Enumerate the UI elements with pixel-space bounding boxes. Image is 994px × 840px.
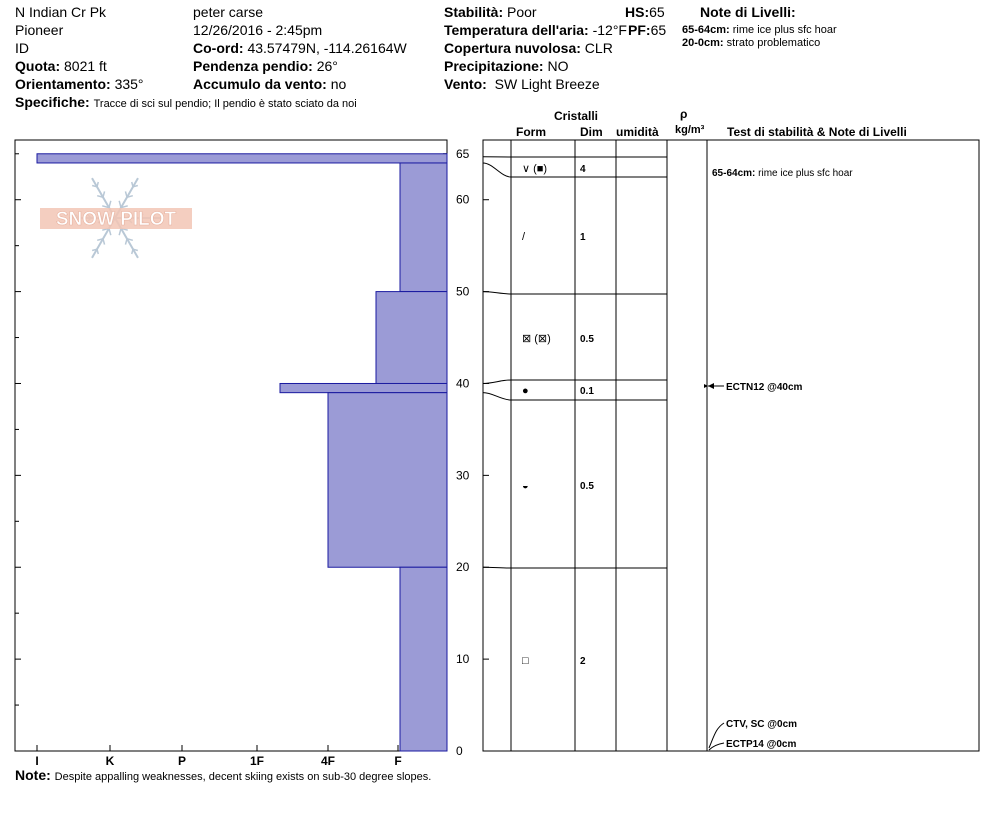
crystal-size-label: 1 bbox=[580, 232, 586, 243]
pf-label: PF: bbox=[628, 22, 651, 38]
logo-snowflake-branch bbox=[109, 201, 111, 208]
y-tick-label: 60 bbox=[456, 192, 470, 207]
hardness-bar bbox=[376, 292, 447, 384]
test-arrow bbox=[709, 743, 724, 750]
crystal-grid-frame bbox=[483, 140, 979, 751]
hardness-bar bbox=[328, 393, 447, 568]
hs-label: HS: bbox=[625, 4, 650, 20]
stability-test-label: 65-64cm: rime ice plus sfc hoar bbox=[712, 168, 853, 179]
slope-value: 26° bbox=[316, 58, 338, 74]
aspect-label: Orientamento: bbox=[15, 76, 111, 92]
crystal-size-label: 4 bbox=[580, 164, 586, 175]
logo-snowflake-branch bbox=[103, 239, 105, 245]
x-tick-label: 1F bbox=[249, 754, 265, 768]
note-text: Despite appalling weaknesses, decent skiing exists on sub-30 degree slopes. bbox=[54, 771, 432, 783]
x-tick-label: F bbox=[394, 754, 402, 768]
crystal-size-label: 2 bbox=[580, 656, 586, 667]
wind-loading-value: no bbox=[330, 76, 347, 92]
y-tick-label: 30 bbox=[456, 468, 470, 483]
cloud-label: Copertura nuvolosa: bbox=[444, 40, 581, 56]
tests-header: Test di stabilità & Note di Livelli bbox=[727, 125, 907, 139]
test-arrow bbox=[709, 723, 724, 748]
slope-label: Pendenza pendio: bbox=[193, 58, 313, 74]
crystals-header: Cristalli bbox=[554, 109, 599, 123]
hardness-bar bbox=[37, 154, 447, 163]
cloud-value: CLR bbox=[584, 40, 613, 56]
layer-note-text: strato problematico bbox=[726, 37, 821, 49]
precip-value: NO bbox=[547, 58, 569, 74]
density-unit-header: kg/m³ bbox=[675, 124, 705, 136]
logo-snowflake-branch bbox=[97, 249, 98, 254]
logo-text: SNOW PILOT bbox=[55, 209, 177, 230]
hardness-bar bbox=[280, 383, 447, 392]
y-tick-label: 10 bbox=[456, 652, 470, 667]
layer-notes-title: Note di Livelli: bbox=[700, 4, 796, 20]
coord-label: Co-ord: bbox=[193, 40, 244, 56]
stability-value: Poor bbox=[507, 4, 537, 20]
stability-label: Stabilità: bbox=[444, 4, 504, 20]
crystal-grid bbox=[483, 140, 979, 751]
observer: peter carse bbox=[193, 4, 264, 20]
hardness-profile bbox=[37, 154, 447, 751]
crystal-form-symbol: ⊠ (⊠) bbox=[522, 333, 551, 345]
datetime: 12/26/2016 - 2:45pm bbox=[193, 22, 323, 38]
stability-test-label: ECTN12 @40cm bbox=[726, 382, 803, 393]
layer-connector bbox=[483, 292, 511, 294]
test-arrowhead bbox=[708, 383, 714, 389]
rho-header: ρ bbox=[680, 107, 688, 121]
layer-connector bbox=[483, 380, 511, 383]
y-tick-label: 50 bbox=[456, 284, 470, 299]
logo-snowflake-branch bbox=[103, 191, 105, 197]
x-tick-label: 4F bbox=[320, 754, 336, 768]
crystal-form-symbol: ◒ bbox=[522, 480, 529, 492]
stability-test-label: ECTP14 @0cm bbox=[726, 739, 797, 750]
elevation-value: 8021 ft bbox=[64, 58, 107, 74]
y-tick-label: 40 bbox=[456, 376, 470, 391]
hardness-bar bbox=[400, 567, 447, 751]
size-header: Dim bbox=[580, 125, 603, 139]
id-label: ID bbox=[15, 40, 29, 56]
layer-connector bbox=[483, 163, 511, 177]
wind-loading-label: Accumulo da vento: bbox=[193, 76, 327, 92]
elevation-label: Quota: bbox=[15, 58, 61, 74]
x-tick-label: P bbox=[177, 754, 187, 768]
stability-test-label: CTV, SC @0cm bbox=[726, 719, 798, 730]
layer-connector bbox=[483, 567, 511, 568]
aspect-value: 335° bbox=[114, 76, 144, 92]
air-temp-value: -12°F bbox=[592, 22, 627, 38]
logo-snowflake-branch bbox=[125, 239, 127, 245]
x-tick-label: K bbox=[105, 754, 115, 768]
specifics-label: Specifiche: bbox=[15, 94, 90, 110]
crystal-form-symbol: / bbox=[522, 231, 526, 243]
crystal-form-symbol: ● bbox=[522, 385, 529, 397]
logo-snowflake-branch bbox=[125, 191, 127, 197]
crystal-size-label: 0.5 bbox=[580, 334, 594, 345]
crystal-form-symbol: ∨ (■) bbox=[522, 163, 548, 175]
layer-note-text: rime ice plus sfc hoar bbox=[732, 24, 837, 36]
hardness-bar bbox=[400, 163, 447, 292]
logo-snowflake-branch bbox=[132, 249, 133, 254]
pf-value: 65 bbox=[650, 22, 667, 38]
crystal-size-label: 0.5 bbox=[580, 481, 594, 492]
layer-connector bbox=[483, 393, 511, 400]
form-header: Form bbox=[516, 125, 546, 139]
x-tick-label: I bbox=[35, 754, 39, 768]
logo-snowflake-branch bbox=[132, 182, 133, 187]
layer-note-depth: 65-64cm: bbox=[682, 24, 730, 36]
precip-label: Precipitazione: bbox=[444, 58, 544, 74]
specifics-value: Tracce di sci sul pendio; Il pendio è stato sciato da noi bbox=[93, 98, 357, 110]
note-label: Note: bbox=[15, 767, 51, 783]
y-tick-label: 0 bbox=[456, 744, 463, 758]
moisture-header: umidità bbox=[616, 125, 659, 139]
crystal-form-symbol: □ bbox=[522, 655, 529, 667]
wind-label: Vento: bbox=[444, 76, 487, 92]
air-temp-label: Temperatura dell'aria: bbox=[444, 22, 589, 38]
coord-value: 43.57479N, -114.26164W bbox=[247, 40, 407, 56]
wind-value: SW Light Breeze bbox=[494, 76, 600, 92]
layer-note-depth: 20-0cm: bbox=[682, 37, 724, 49]
range: Pioneer bbox=[15, 22, 64, 38]
y-tick-label: 20 bbox=[456, 560, 470, 575]
hs-value: 65 bbox=[649, 4, 665, 20]
y-tick-label: 65 bbox=[456, 146, 470, 161]
location: N Indian Cr Pk bbox=[15, 4, 107, 20]
crystal-size-label: 0.1 bbox=[580, 386, 594, 397]
snowpilot-logo bbox=[40, 178, 192, 258]
logo-snowflake-branch bbox=[119, 201, 121, 208]
